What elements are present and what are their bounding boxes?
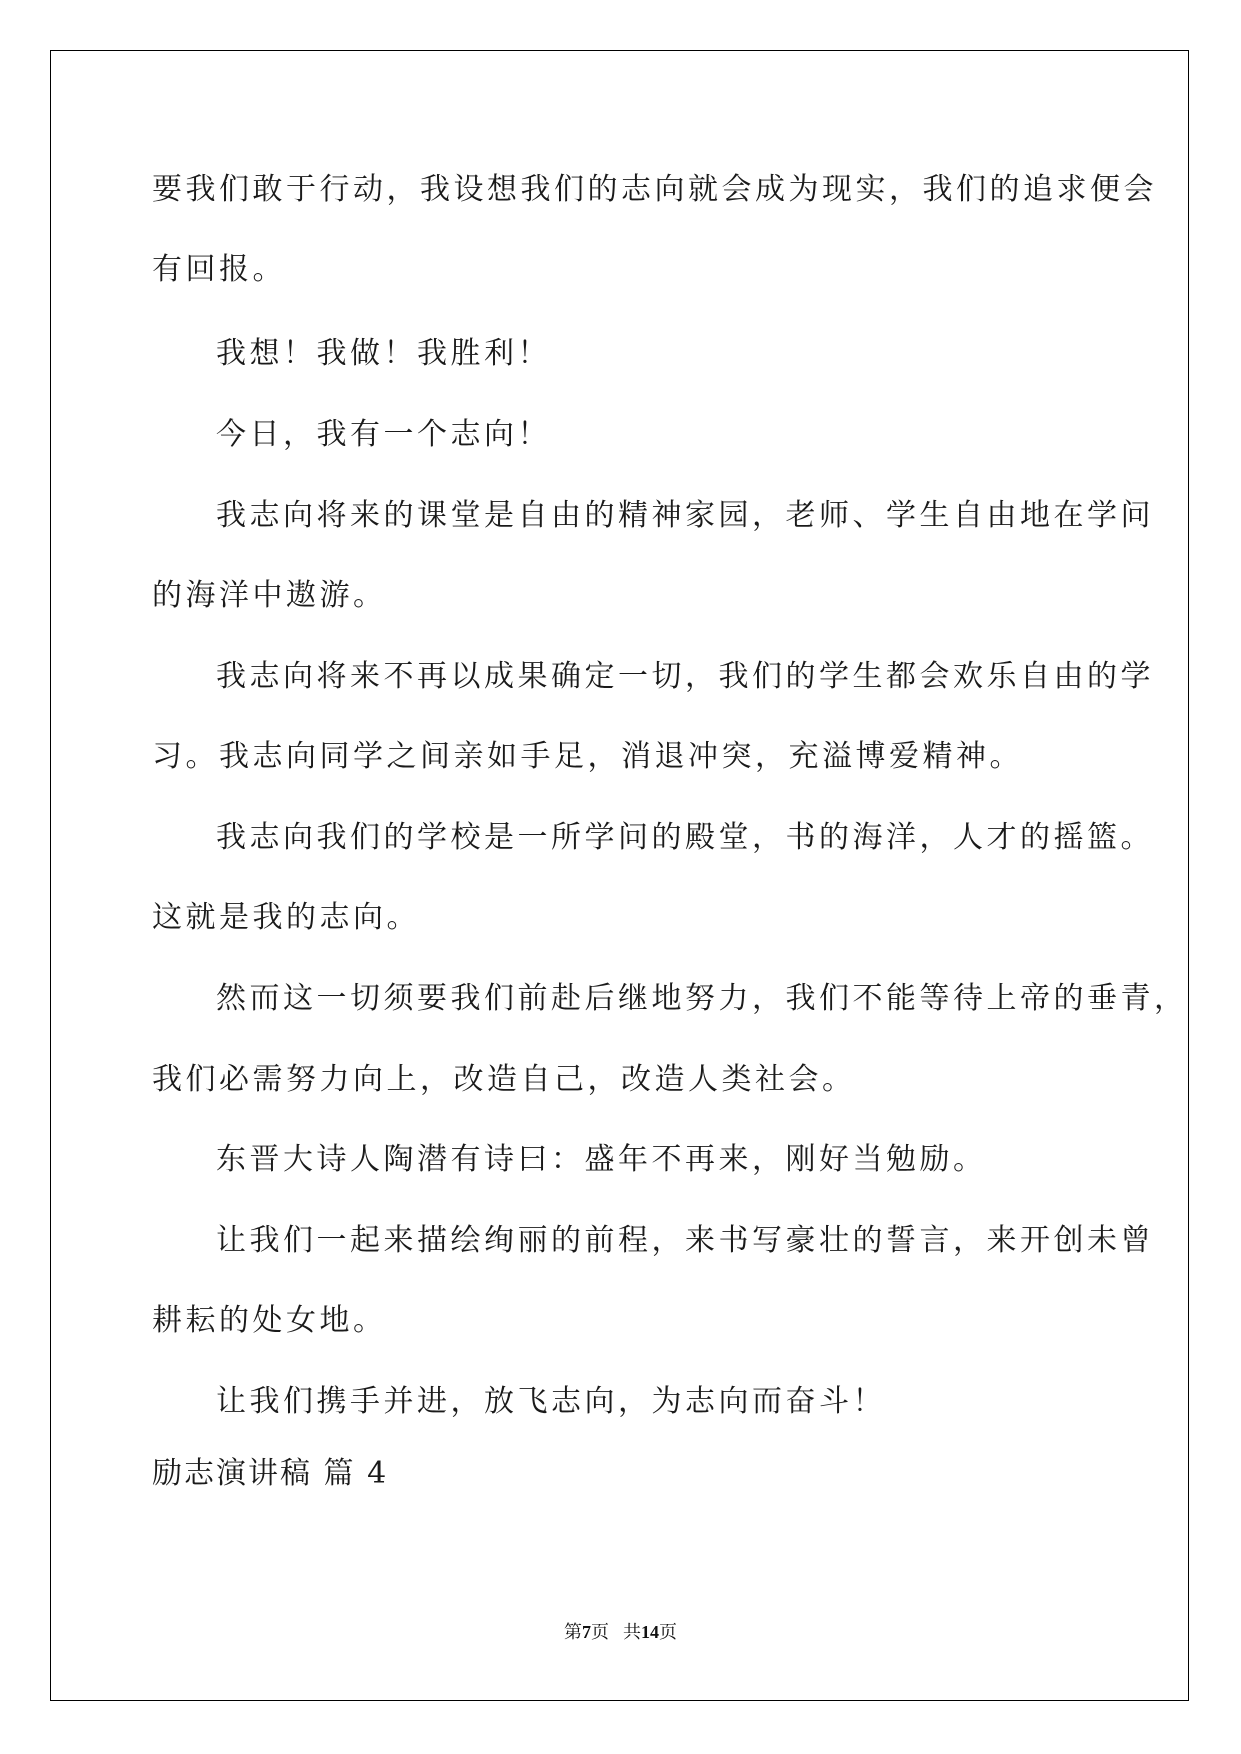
body-line: 有回报。	[152, 252, 286, 287]
body-line: 东晋大诗人陶潜有诗曰：盛年不再来，刚好当勉励。	[216, 1142, 987, 1177]
body-line: 我们必需努力向上，改造自己，改造人类社会。	[152, 1062, 856, 1097]
body-line: 要我们敢于行动，我设想我们的志向就会成为现实，我们的追求便会	[152, 172, 1157, 207]
body-line: 今日，我有一个志向！	[216, 417, 551, 452]
body-line: 我想！我做！我胜利！	[216, 336, 551, 371]
page-footer	[0, 1620, 1241, 1644]
body-line: 我志向将来的课堂是自由的精神家园，老师、学生自由地在学问	[216, 498, 1154, 533]
footer-total-prefix: 共	[623, 1622, 641, 1642]
section-heading: 励志演讲稿 篇 4	[152, 1456, 389, 1491]
body-line: 我志向我们的学校是一所学问的殿堂，书的海洋，人才的摇篮。	[216, 820, 1154, 855]
body-line: 耕耘的处女地。	[152, 1303, 387, 1338]
body-line: 习。我志向同学之间亲如手足，消退冲突，充溢博爱精神。	[152, 739, 1023, 774]
footer-page-word: 页	[591, 1622, 609, 1642]
footer-total-suffix: 页	[659, 1622, 677, 1642]
footer-current-page: 7	[582, 1622, 591, 1642]
body-line: 我志向将来不再以成果确定一切，我们的学生都会欢乐自由的学	[216, 659, 1154, 694]
body-line: 让我们携手并进，放飞志向，为志向而奋斗！	[216, 1384, 886, 1419]
body-line: 的海洋中遨游。	[152, 578, 387, 613]
body-line: 然而这一切须要我们前赴后继地努力，我们不能等待上帝的垂青，	[216, 981, 1188, 1016]
body-line: 让我们一起来描绘绚丽的前程，来书写豪壮的誓言，来开创未曾	[216, 1223, 1154, 1258]
body-line: 这就是我的志向。	[152, 900, 420, 935]
footer-total-pages: 14	[641, 1622, 659, 1642]
footer-prefix: 第	[564, 1622, 582, 1642]
